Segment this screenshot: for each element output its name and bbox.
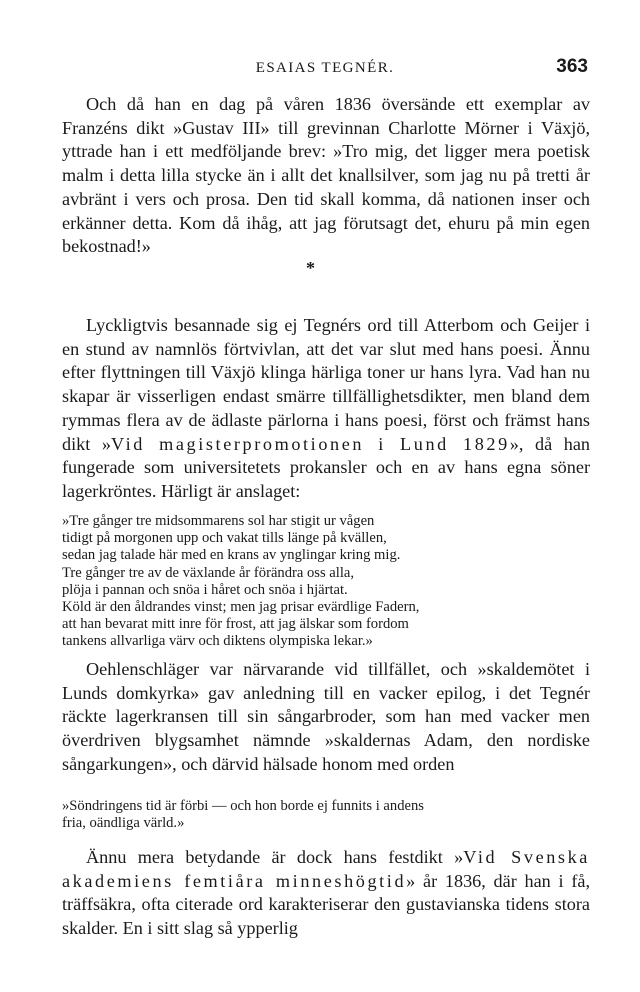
poem-title-spaced: Vid magisterpromotionen i Lund 1829 — [110, 433, 510, 454]
poem-line: tidigt på morgonen upp och vakat tills länge på kvällen, — [62, 530, 387, 547]
poem-line: tankens allvarliga värv och diktens olympiska lekar.» — [62, 633, 373, 650]
poem-title-spaced: Vid Svenska akademiens femtiåra minneshögtid — [62, 847, 590, 891]
paragraph-text: Ännu mera betydande är dock hans festdikt » — [86, 847, 464, 867]
poem-quote-magister — [62, 513, 590, 651]
poem-line: »Söndringens tid är förbi — och hon borde ej funnits i andens — [62, 798, 424, 814]
paragraph-text: » år 1836, där han i få, träffsäkra, ofta citerade ord karakteriserar den gustavianska tidens stora skalder. En i sitt slag så ypperlig — [62, 870, 591, 939]
poem-line: att han bevarat mitt inre för frost, att jag älskar som fordom — [62, 616, 409, 633]
running-head — [62, 54, 588, 82]
poem-quote-epilog — [62, 798, 590, 832]
poem-line: plöja i pannan och snöa i håret och snöa i hjärtat. — [62, 581, 348, 598]
paragraph-text: », då han fungerade som universitetets prokansler och en av hans egna söner lagerkröntes. Härligt är anslaget: — [62, 433, 590, 501]
running-title: ESAIAS TEGNÉR. — [255, 60, 395, 76]
poem-line: »Tre gånger tre midsommarens sol har stigit ur vågen — [62, 513, 375, 529]
poem-line: sedan jag talade här med en krans av ynglingar kring mig. — [62, 547, 401, 564]
poem-line: fria, oändliga värld.» — [62, 815, 185, 832]
paragraph-magister-promotion — [62, 314, 590, 504]
paragraph-festdikt — [62, 846, 590, 941]
page-number: 363 — [556, 56, 588, 77]
paragraph-oehlenschlager: Oehlenschläger var närvarande vid tillfället, och »skaldemötet i Lunds domkyrka» gav anledning till en vacker epilog, i det Tegnér räckte lagerkransen till sin sångarbroder, som han med vacker men överdriven blygsamhet nämnde »skaldernas Adam, den nordiske sångarkungen», och därvid hälsade honom med orden — [62, 659, 590, 774]
section-separator: * — [306, 258, 315, 278]
poem-line: Tre gånger tre av de växlande år förändra oss alla, — [62, 564, 355, 581]
paragraph-text: Lyckligtvis besannade sig ej Tegnérs ord till Atterbom och Geijer i en stund av namnlös förtvivlan, att det var slut med hans poesi. Ännu efter flyttningen till Växjö klinga härliga toner ur hans lyra. Vad han nu skapar är visserligen endast smärre tillfällighetsdikter, men bland dem rymmas flera av de ädlaste pärlorna i hans poesi, först och främst hans dikt » — [62, 315, 590, 454]
paragraph-letter-quote: Och då han en dag på våren 1836 översände ett exemplar av Franzéns dikt »Gustav III» till grevinnan Charlotte Mörner i Växjö, yttrade han i ett medföljande brev: »Tro mig, det ligger mera poetisk malm i detta lilla stycke än i allt det knallsilver, som jag nu på tretti år avbränt i vers och prosa. Den tid skall komma, då nationen inser och erkänner detta. Kom då ihåg, att jag förutsagt det, ehuru på min egen bekostnad!» — [62, 94, 590, 257]
poem-line: Köld är den åldrandes vinst; men jag prisar evärdlige Fadern, — [62, 599, 420, 616]
